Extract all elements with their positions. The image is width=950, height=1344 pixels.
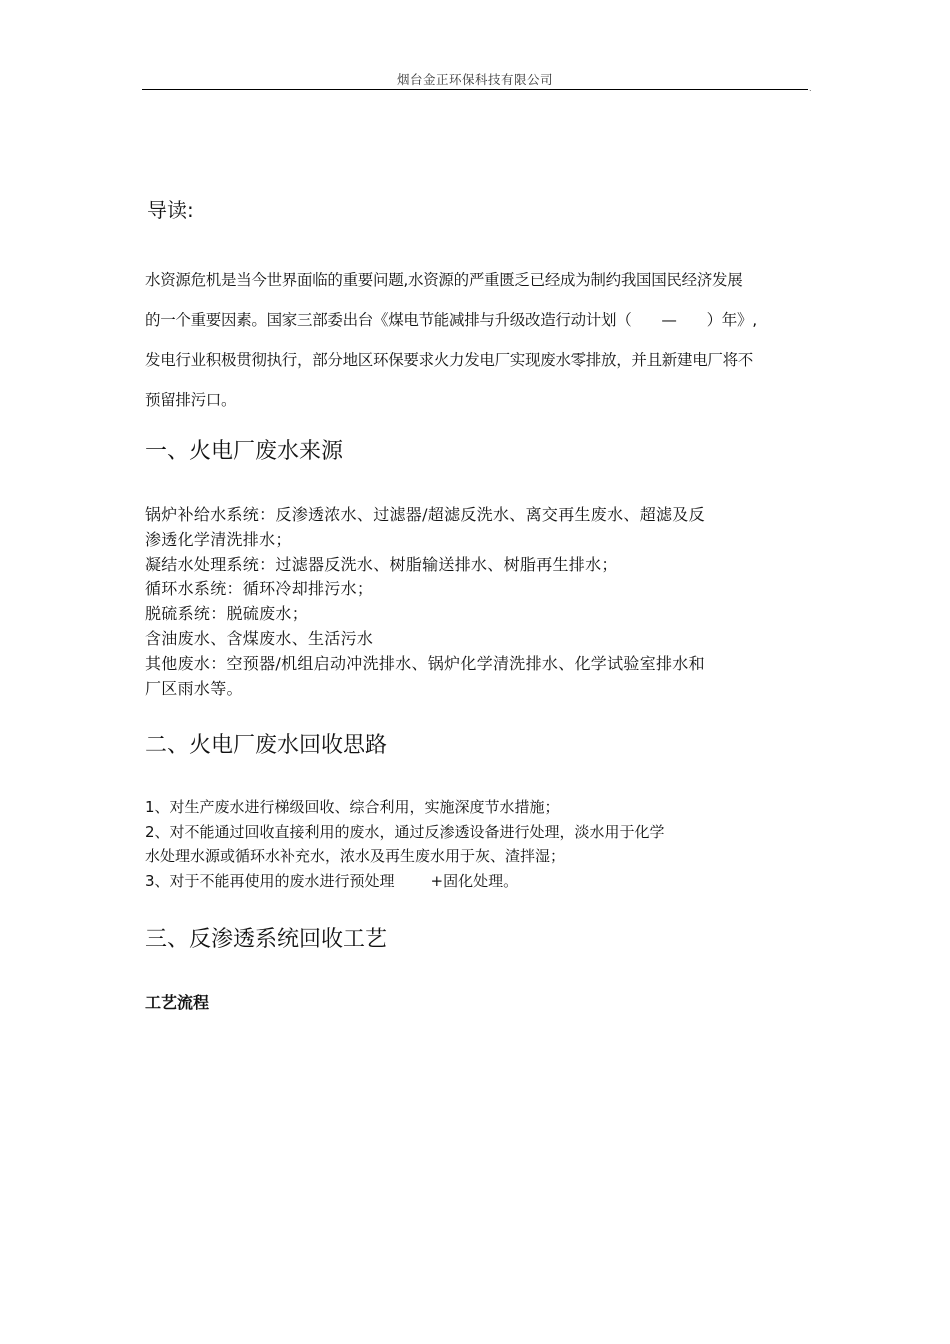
list-item: 脱硫系统：脱硫废水； [145,604,309,624]
intro-line: 预留排污口。 [145,391,237,409]
list-item: 其他废水：空预器/机组启动冲洗排水、锅炉化学清洗排水、化学试验室排水和 [145,653,705,673]
section-2-list [145,795,820,893]
intro-line-dash: — [661,311,677,329]
list-item: 1、对生产废水进行梯级回收、综合利用，实施深度节水措施； [145,798,560,816]
list-item-part: +固化处理。 [430,871,519,890]
header-rule [142,89,808,90]
section-1-title: 一、火电厂废水来源 [145,439,344,464]
intro-line: 水资源危机是当今世界面临的重要问题,水资源的严重匮乏已经成为制约我国国民经济发展 [145,271,743,289]
section-1-list [145,503,820,701]
intro-line: 发电行业积极贯彻执行，部分地区环保要求火力发电厂实现废水零排放，并且新建电厂将不 [145,351,754,369]
section-2-title: 二、火电厂废水回收思路 [145,733,388,758]
section-3-title: 三、反渗透系统回收工艺 [145,927,388,952]
section-3-subtitle: 工艺流程 [145,993,210,1012]
list-item: 凝结水处理系统：过滤器反洗水、树脂输送排水、树脂再生排水； [145,554,618,574]
intro-line [145,300,817,340]
list-item [145,869,820,894]
list-item: 水处理水源或循环水补充水，浓水及再生废水用于灰、渣拌湿； [145,847,566,865]
list-item: 锅炉补给水系统：反渗透浓水、过滤器/超滤反洗水、离交再生废水、超滤及反 [145,505,705,524]
list-item: 2、对不能通过回收直接利用的废水，通过反渗透设备进行处理，淡水用于化学 [145,822,665,841]
intro-line-part: ）年》, [706,311,757,329]
list-item-part: 3、对于不能再使用的废水进行预处理 [145,871,395,890]
list-item: 循环水系统：循环冷却排污水； [145,579,374,599]
lead-title: 导读: [147,198,194,222]
list-item: 渗透化学清洗排水； [145,529,292,549]
intro-line-part: 的一个重要因素。国家三部委出台《煤电节能减排与升级改造行动计划（ [145,311,632,329]
intro-paragraph [145,260,817,420]
page-header: 烟台金正环保科技有限公司 [396,72,553,87]
list-item: 含油废水、含煤废水、生活污水 [145,628,374,648]
list-item: 厂区雨水等。 [145,678,243,698]
header-mark: . [809,84,812,93]
